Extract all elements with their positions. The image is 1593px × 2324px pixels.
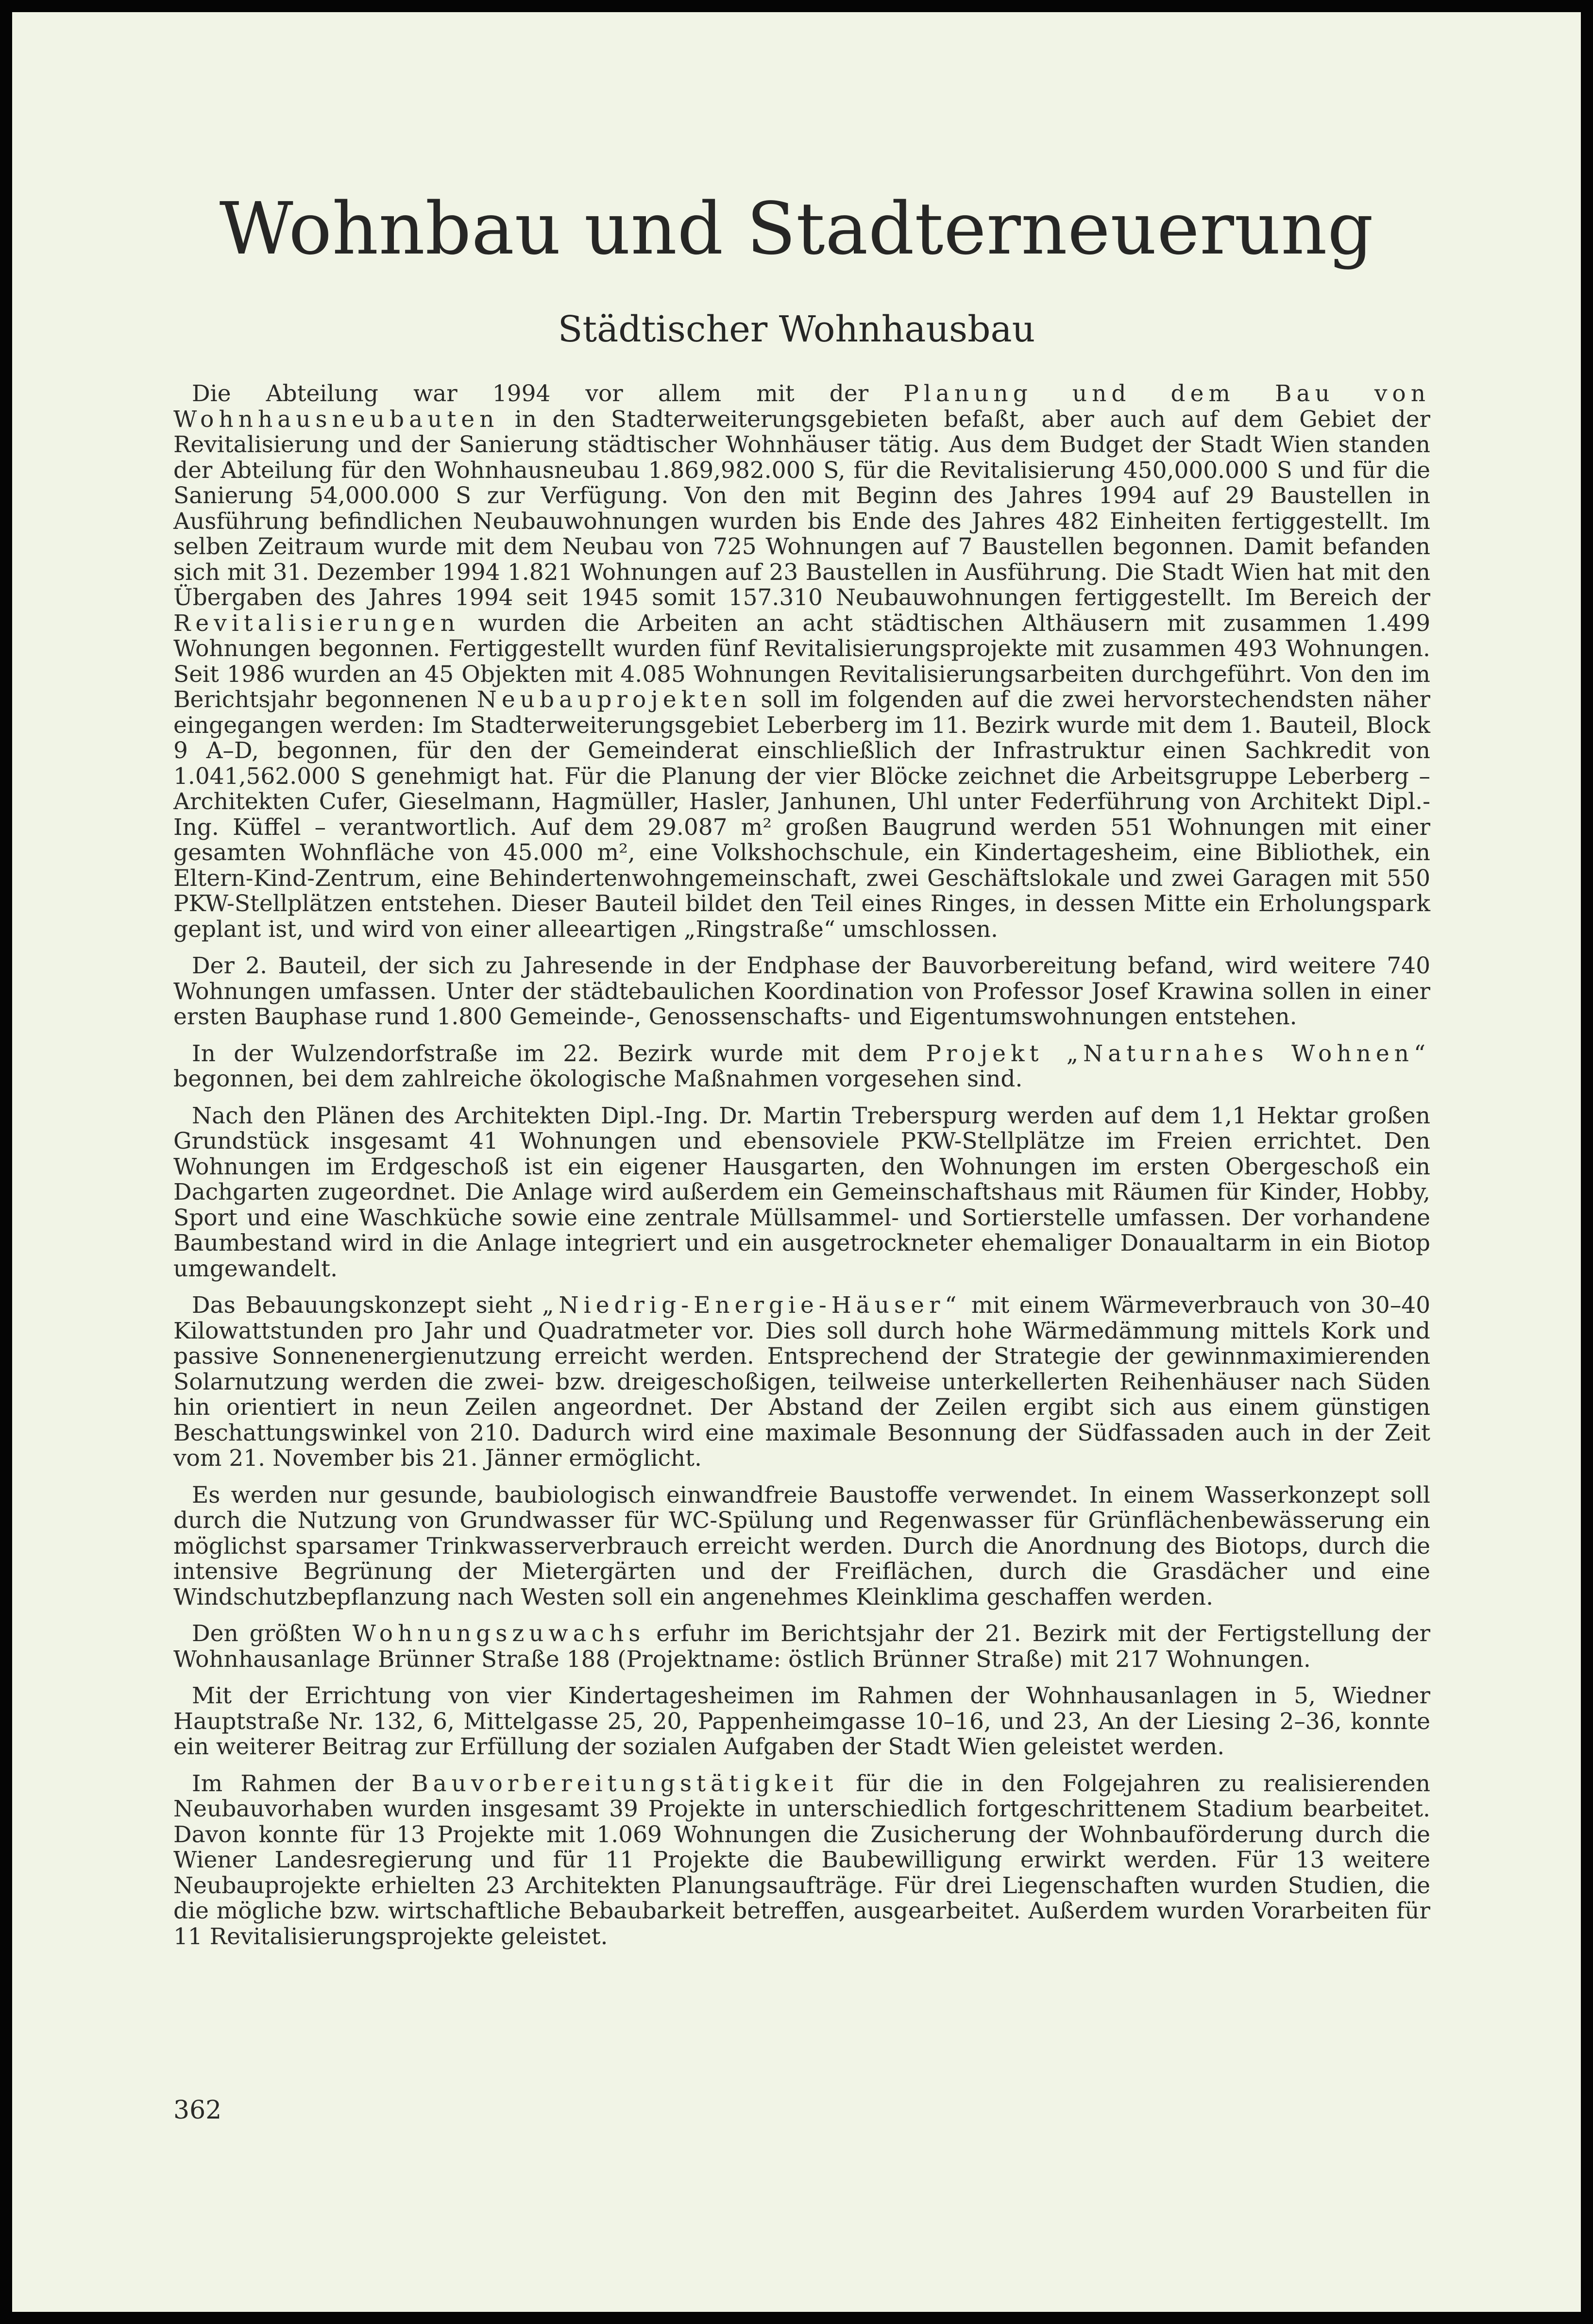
spaced-emphasis: Neubauprojekten — [476, 686, 752, 713]
spaced-emphasis: Wohnungszuwachs — [352, 1620, 645, 1647]
spaced-emphasis: Planung und dem Bau von Wohnhausneubauten — [173, 380, 1430, 433]
page-number: 362 — [173, 2096, 222, 2125]
paragraph — [173, 381, 1430, 942]
spaced-emphasis: Bauvorbereitungstätigkeit — [411, 1770, 838, 1797]
text-run: wurden die Arbeiten an acht städtischen Althäusern mit zusammen 1.499 Wohnungen begonnen. Fertiggestellt wurden fünf Revitalisierungsprojekte mit zusammen 493 Wohnungen. Seit 1986 wurden an 45 Objekten mit 4.085 Wohnungen Revitalisierungsarbeiten durchgeführt. Von den im Berichtsjahr begonnenen — [173, 610, 1430, 713]
text-run: erfuhr im Berichtsjahr der 21. Bezirk mit der Fertigstellung der Wohnhausanlage Brünner Straße 188 (Projektname: östlich Brünner Straße) mit 217 Wohnungen. — [173, 1620, 1430, 1673]
document-page — [12, 12, 1581, 2312]
text-run: Im Rahmen der — [192, 1770, 412, 1797]
page-title: Wohnbau und Stadterneuerung — [219, 187, 1374, 271]
paragraph — [173, 1293, 1430, 1472]
spaced-emphasis: Revitalisierungen — [173, 610, 460, 637]
body-text — [173, 381, 1430, 1961]
spaced-emphasis: „Niedrig-Energie-Häuser“ — [542, 1292, 962, 1319]
text-run: Mit der Errichtung von vier Kindertagesheimen im Rahmen der Wohnhausanlagen in 5, Wiedner Hauptstraße Nr. 132, 6, Mittelgasse 25, 20, Pappenheimgasse 10–16, und 23, An der Liesing 2–36, konnte ein weiterer Beitrag zur Erfüllung der sozialen Aufgaben der Stadt Wien geleistet werden. — [173, 1682, 1430, 1760]
text-run: begonnen, bei dem zahlreiche ökologische Maßnahmen vorgesehen sind. — [173, 1066, 1023, 1092]
text-run: mit einem Wärmeverbrauch von 30–40 Kilowattstunden pro Jahr und Quadratmeter vor. Dies soll durch hohe Wärmedämmung mittels Kork und passive Sonnenenergienutzung erreicht werden. Entsprechend der Strategie der gewinnmaximierenden Solarnutzung werden die zwei- bzw. dreigeschoßigen, teilweise unterkellerten Reihenhäuser nach Süden hin orientiert in neun Zeilen angeordnet. Der Abstand der Zeilen ergibt sich aus einem günstigen Beschattungswinkel von 210. Dadurch wird eine maximale Besonnung der Südfassaden auch in der Zeit vom 21. November bis 21. Jänner ermöglicht. — [173, 1292, 1431, 1472]
text-run: in den Stadterweiterungsgebieten befaßt, aber auch auf dem Gebiet der Revitalisierung und der Sanierung städtischer Wohnhäuser tätig. Aus dem Budget der Stadt Wien standen der Abteilung für den Wohnhausneubau 1.869,982.000 S, für die Revitalisierung 450,000.000 S und für die Sanierung 54,000.000 S zur Verfügung. Von den mit Beginn des Jahres 1994 auf 29 Baustellen in Ausführung befindlichen Neubauwohnungen wurden bis Ende des Jahres 482 Einheiten fertiggestellt. Im selben Zeitraum wurde mit dem Neubau von 725 Wohnungen auf 7 Baustellen begonnen. Damit befanden sich mit 31. Dezember 1994 1.821 Wohnungen auf 23 Baustellen in Ausführung. Die Stadt Wien hat mit den Übergaben des Jahres 1994 seit 1945 somit 157.310 Neubauwohnungen fertiggestellt. Im Bereich der — [173, 406, 1430, 611]
spaced-emphasis: Projekt „Naturnahes Wohnen“ — [926, 1040, 1430, 1067]
paragraph — [173, 953, 1430, 1030]
text-run: soll im folgenden auf die zwei hervorstechendsten näher eingegangen werden: Im Stadterweiterungsgebiet Leberberg im 11. Bezirk wurde mit dem 1. Bauteil, Block 9 A–D, begonnen, für den der Gemeinderat einschließlich der Infrastruktur einen Sachkredit von 1.041,562.000 S genehmigt hat. Für die Planung der vier Blöcke zeichnet die Arbeitsgruppe Leberberg – Architekten Cufer, Gieselmann, Hagmüller, Hasler, Janhunen, Uhl unter Federführung von Architekt Dipl.-Ing. Küffel – verantwortlich. Auf dem 29.087 m² großen Baugrund werden 551 Wohnungen mit einer gesamten Wohnfläche von 45.000 m², eine Volkshochschule, ein Kindertagesheim, eine Bibliothek, ein Eltern-Kind-Zentrum, eine Behindertenwohngemeinschaft, zwei Geschäftslokale und zwei Garagen mit 550 PKW-Stellplätzen entstehen. Dieser Bauteil bildet den Teil eines Ringes, in dessen Mitte ein Erholungspark geplant ist, und wird von einer alleeartigen „Ringstraße“ umschlossen. — [173, 686, 1430, 943]
paragraph — [173, 1621, 1430, 1672]
paragraph — [173, 1683, 1430, 1760]
paragraph — [173, 1103, 1430, 1282]
section-heading: Städtischer Wohnhausbau — [558, 308, 1035, 350]
text-run: Es werden nur gesunde, baubiologisch einwandfreie Baustoffe verwendet. In einem Wasserkonzept soll durch die Nutzung von Grundwasser für WC-Spülung und Regenwasser für Grünflächenbewässerung ein möglichst sparsamer Trinkwasserverbrauch erreicht werden. Durch die Anordnung des Biotops, durch die intensive Begrünung der Mietergärten und der Freiflächen, durch die Grasdächer und eine Windschutzbepflanzung nach Westen soll ein angenehmes Kleinklima geschaffen werden. — [173, 1481, 1430, 1611]
paragraph — [173, 1041, 1430, 1092]
text-run: Der 2. Bauteil, der sich zu Jahresende in der Endphase der Bauvorbereitung befand, wird weitere 740 Wohnungen umfassen. Unter der städtebaulichen Koordination von Professor Josef Krawina sollen in einer ersten Bauphase rund 1.800 Gemeinde-, Genossenschafts- und Eigentumswohnungen entstehen. — [173, 952, 1430, 1030]
text-run: Nach den Plänen des Architekten Dipl.-Ing. Dr. Martin Treberspurg werden auf dem 1,1 Hektar großen Grundstück insgesamt 41 Wohnungen und ebensoviele PKW-Stellplätze im Freien errichtet. Den Wohnungen im Erdgeschoß ist ein eigener Hausgarten, den Wohnungen im ersten Obergeschoß ein Dachgarten zugeordnet. Die Anlage wird außerdem ein Gemeinschaftshaus mit Räumen für Kinder, Hobby, Sport und eine Waschküche sowie eine zentrale Müllsammel- und Sortierstelle umfassen. Der vorhandene Baumbestand wird in die Anlage integriert und ein ausgetrockneter ehemaliger Donaualtarm in ein Biotop umgewandelt. — [173, 1102, 1430, 1282]
text-run: Den größten — [192, 1620, 353, 1647]
text-run: Die Abteilung war 1994 vor allem mit der — [192, 380, 904, 407]
paragraph — [173, 1483, 1430, 1611]
text-run: für die in den Folgejahren zu realisierenden Neubauvorhaben wurden insgesamt 39 Projekte in unterschiedlich fortgeschrittenem Stadium bearbeitet. Davon konnte für 13 Projekte mit 1.069 Wohnungen die Zusicherung der Wohnbauförderung durch die Wiener Landesregierung und für 11 Projekte die Baubewilligung erwirkt werden. Für 13 weitere Neubauprojekte erhielten 23 Architekten Planungsaufträge. Für drei Liegenschaften wurden Studien, die die mögliche bzw. wirtschaftliche Bebaubarkeit betreffen, ausgearbeitet. Außerdem wurden Vorarbeiten für 11 Revitalisierungsprojekte geleistet. — [173, 1770, 1430, 1950]
text-run: Das Bebauungskonzept sieht — [192, 1292, 542, 1319]
text-run: In der Wulzendorfstraße im 22. Bezirk wurde mit dem — [192, 1040, 926, 1067]
paragraph — [173, 1771, 1430, 1950]
